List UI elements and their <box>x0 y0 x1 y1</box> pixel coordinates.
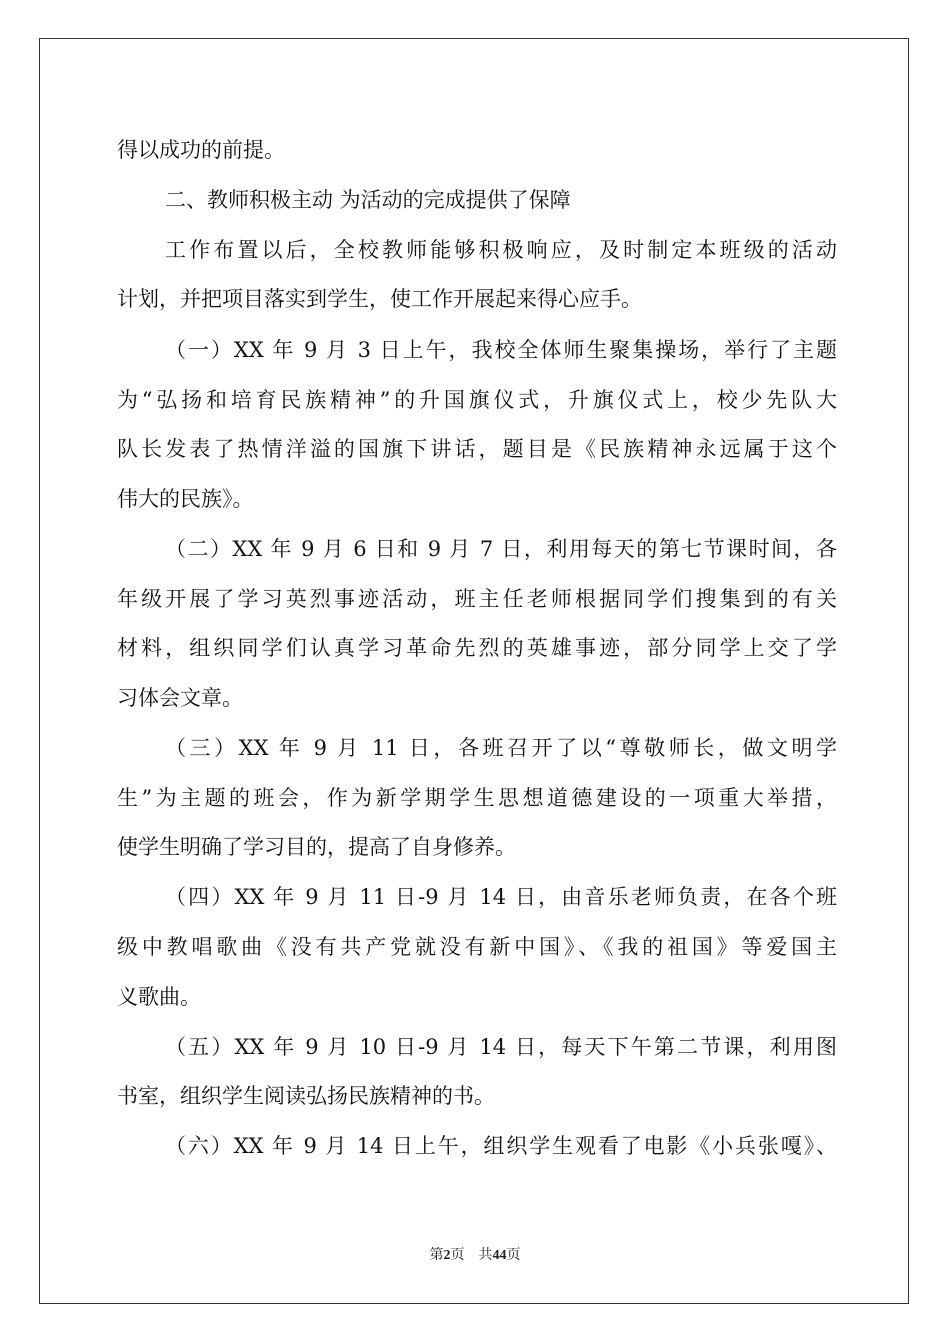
total-suffix: 页 <box>506 1248 521 1263</box>
body-line: 义歌曲。 <box>117 985 201 1009</box>
page-border <box>39 38 909 1304</box>
total-pages: 44 <box>492 1248 507 1263</box>
page-prefix: 第 <box>429 1248 444 1263</box>
body-line: （四）XX 年 9 月 11 日-9 月 14 日，由音乐老师负责，在各个班 <box>165 885 837 909</box>
body-line: 生”为主题的班会，作为新学期学生思想道德建设的一项重大举措， <box>117 786 837 810</box>
page-suffix: 页 <box>450 1248 465 1263</box>
body-line: 年级开展了学习英烈事迹活动，班主任老师根据同学们搜集到的有关 <box>117 587 837 611</box>
body-line: 工作布置以后，全校教师能够积极响应，及时制定本班级的活动 <box>165 238 837 262</box>
body-line: 材料，组织同学们认真学习革命先烈的英雄事迹，部分同学上交了学 <box>117 636 837 660</box>
body-line: （六）XX 年 9 月 14 日上午，组织学生观看了电影《小兵张嘎》、 <box>165 1134 837 1158</box>
body-line: 计划，并把项目落实到学生，使工作开展起来得心应手。 <box>117 287 642 311</box>
body-line: （二）XX 年 9 月 6 日和 9 月 7 日，利用每天的第七节课时间，各 <box>165 537 837 561</box>
body-line: 伟大的民族》。 <box>117 487 254 511</box>
body-line: 习体会文章。 <box>117 686 243 710</box>
body-line: 使学生明确了学习目的，提高了自身修养。 <box>117 835 516 859</box>
body-line: 队长发表了热情洋溢的国旗下讲话，题目是《民族精神永远属于这个 <box>117 437 837 461</box>
body-line: （三）XX 年 9 月 11 日，各班召开了以“尊敬师长，做文明学 <box>165 736 837 760</box>
page-footer <box>0 1246 950 1266</box>
body-line: 为“弘扬和培育民族精神”的升国旗仪式，升旗仪式上，校少先队大 <box>117 388 837 412</box>
total-prefix: 共 <box>478 1248 493 1263</box>
page-number: 2 <box>443 1248 451 1263</box>
body-line: 得以成功的前提。 <box>117 138 285 162</box>
section-heading: 二、教师积极主动 为活动的完成提供了保障 <box>165 188 571 212</box>
body-line: （五）XX 年 9 月 10 日-9 月 14 日，每天下午第二节课，利用图 <box>165 1035 837 1059</box>
body-line: 书室，组织学生阅读弘扬民族精神的书。 <box>117 1084 495 1108</box>
body-line: （一）XX 年 9 月 3 日上午，我校全体师生聚集操场，举行了主题 <box>165 338 837 362</box>
body-line: 级中教唱歌曲《没有共产党就没有新中国》、《我的祖国》等爱国主 <box>117 935 837 959</box>
